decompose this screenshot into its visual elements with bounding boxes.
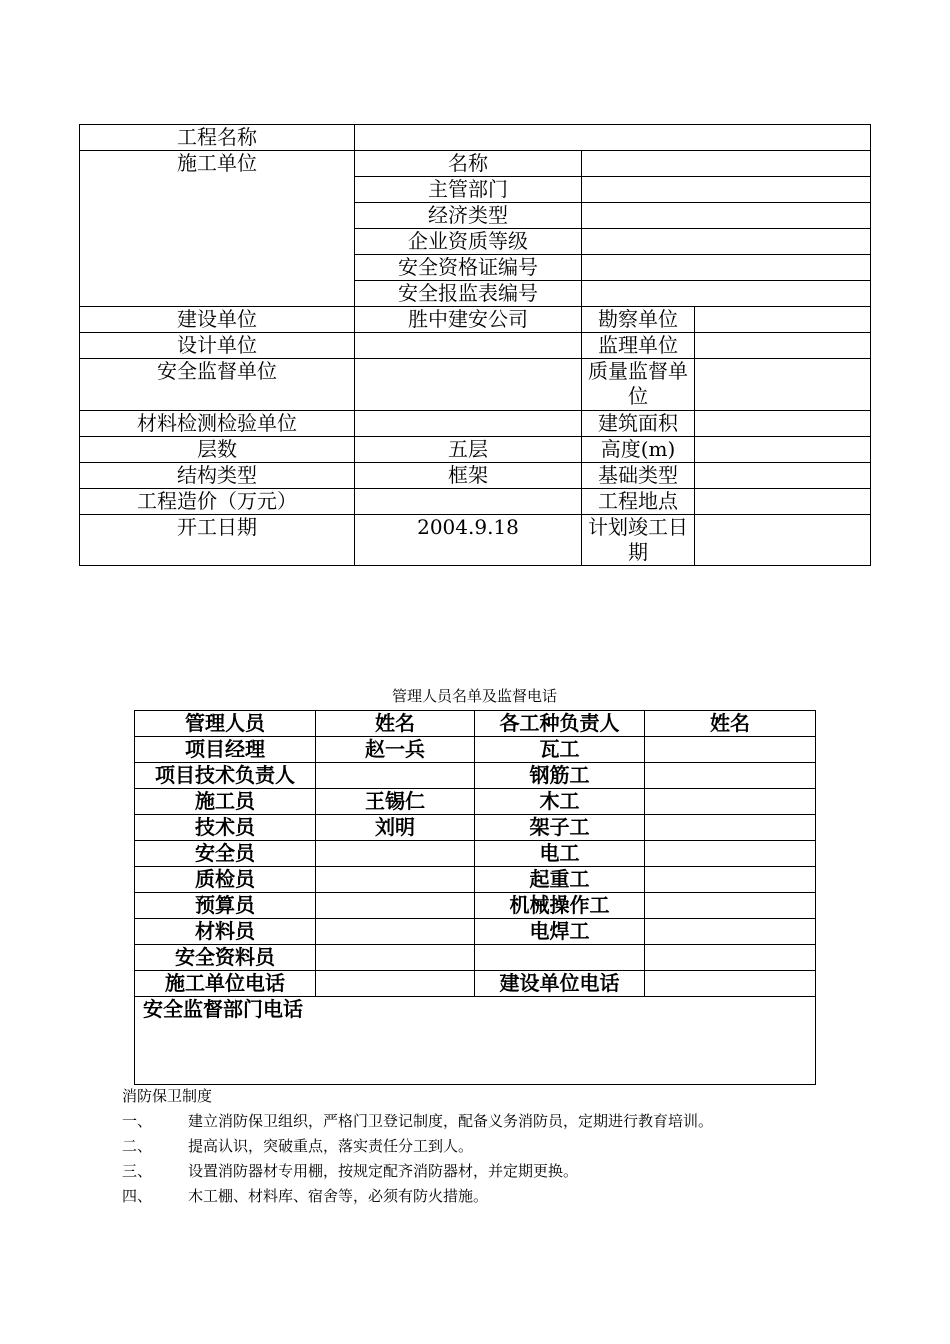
table-row	[135, 763, 816, 789]
row-value: 框架	[355, 463, 582, 489]
trade-name-cell	[645, 737, 816, 763]
name-cell	[316, 945, 475, 971]
rule-number: 二、	[122, 1137, 153, 1155]
staff-table	[134, 710, 816, 1085]
table-row	[135, 971, 816, 997]
table-row	[80, 489, 871, 515]
builder-phone-label: 施工单位电话	[135, 971, 316, 997]
trade-name-cell	[645, 763, 816, 789]
row-value: 2004.9.18	[355, 515, 582, 566]
rule-number: 四、	[122, 1187, 153, 1205]
row-label2: 勘察单位	[582, 307, 695, 333]
table-row	[80, 359, 871, 411]
table-header-row	[135, 711, 816, 737]
trade-name-cell	[645, 893, 816, 919]
builder-field-label: 名称	[355, 151, 582, 177]
table-row	[135, 867, 816, 893]
table-row	[80, 515, 871, 566]
table-row	[80, 151, 871, 177]
name-cell	[316, 867, 475, 893]
rule-text: 设置消防器材专用棚，按规定配齐消防器材，并定期更换。	[188, 1162, 579, 1180]
builder-field-value	[582, 255, 871, 281]
role-cell: 安全员	[135, 841, 316, 867]
row-value	[355, 411, 582, 437]
column-header: 各工种负责人	[475, 711, 645, 737]
table-row	[80, 411, 871, 437]
owner-phone-value	[645, 971, 816, 997]
row-label: 结构类型	[80, 463, 355, 489]
column-header: 姓名	[645, 711, 816, 737]
table-row	[80, 333, 871, 359]
trade-cell: 瓦工	[475, 737, 645, 763]
builder-field-value	[582, 177, 871, 203]
column-header: 管理人员	[135, 711, 316, 737]
table-row	[135, 919, 816, 945]
builder-field-label: 经济类型	[355, 203, 582, 229]
row-label2: 质量监督单位	[582, 359, 695, 411]
list-item	[122, 1159, 713, 1184]
row-value	[355, 333, 582, 359]
trade-name-cell	[645, 841, 816, 867]
project-name-value	[355, 125, 871, 151]
table-row	[80, 307, 871, 333]
builder-field-value	[582, 229, 871, 255]
name-cell	[316, 841, 475, 867]
row-value	[355, 359, 582, 411]
rule-text: 木工棚、材料库、宿舍等，必须有防火措施。	[188, 1187, 489, 1205]
trade-name-cell	[645, 789, 816, 815]
row-label2: 建筑面积	[582, 411, 695, 437]
project-info-table	[79, 124, 871, 566]
list-item	[122, 1109, 713, 1134]
row-value2	[695, 333, 871, 359]
table-row	[80, 125, 871, 151]
trade-cell: 钢筋工	[475, 763, 645, 789]
trade-cell: 起重工	[475, 867, 645, 893]
builder-field-label: 安全资格证编号	[355, 255, 582, 281]
role-cell: 项目技术负责人	[135, 763, 316, 789]
row-value: 五层	[355, 437, 582, 463]
supervision-phone-label: 安全监督部门电话	[135, 997, 816, 1085]
name-cell	[316, 763, 475, 789]
rule-text: 提高认识，突破重点，落实责任分工到人。	[188, 1137, 474, 1155]
row-value2	[695, 489, 871, 515]
table-row	[135, 997, 816, 1085]
role-cell: 施工员	[135, 789, 316, 815]
row-value2	[695, 359, 871, 411]
row-label2: 高度(m)	[582, 437, 695, 463]
row-label2: 工程地点	[582, 489, 695, 515]
table-row	[80, 437, 871, 463]
row-label: 建设单位	[80, 307, 355, 333]
row-label: 设计单位	[80, 333, 355, 359]
row-value2	[695, 463, 871, 489]
builder-field-value	[582, 151, 871, 177]
builder-field-label: 企业资质等级	[355, 229, 582, 255]
role-cell: 质检员	[135, 867, 316, 893]
project-name-label: 工程名称	[80, 125, 355, 151]
owner-phone-label: 建设单位电话	[475, 971, 645, 997]
builder-field-label: 主管部门	[355, 177, 582, 203]
rule-number: 三、	[122, 1162, 153, 1180]
trade-name-cell	[645, 867, 816, 893]
row-label2: 计划竣工日期	[582, 515, 695, 566]
section-title: 消防保卫制度	[122, 1087, 213, 1105]
builder-field-label: 安全报监表编号	[355, 281, 582, 307]
trade-cell: 机械操作工	[475, 893, 645, 919]
row-label2: 基础类型	[582, 463, 695, 489]
name-cell	[316, 919, 475, 945]
trade-cell: 电焊工	[475, 919, 645, 945]
row-label: 安全监督单位	[80, 359, 355, 411]
table-row	[135, 789, 816, 815]
column-header: 姓名	[316, 711, 475, 737]
rule-number: 一、	[122, 1112, 153, 1130]
table-row	[80, 463, 871, 489]
table-row	[135, 893, 816, 919]
row-label: 开工日期	[80, 515, 355, 566]
table-row	[135, 841, 816, 867]
role-cell: 项目经理	[135, 737, 316, 763]
trade-cell: 电工	[475, 841, 645, 867]
fire-security-rules	[122, 1084, 713, 1209]
row-value2	[695, 515, 871, 566]
role-cell: 技术员	[135, 815, 316, 841]
row-value2	[695, 411, 871, 437]
row-value2	[695, 437, 871, 463]
trade-cell	[475, 945, 645, 971]
row-label: 层数	[80, 437, 355, 463]
trade-name-cell	[645, 919, 816, 945]
table-row	[135, 945, 816, 971]
trade-name-cell	[645, 815, 816, 841]
builder-label: 施工单位	[80, 151, 355, 307]
role-cell: 材料员	[135, 919, 316, 945]
rule-text: 建立消防保卫组织，严格门卫登记制度，配备义务消防员，定期进行教育培训。	[188, 1112, 714, 1130]
name-cell: 赵一兵	[316, 737, 475, 763]
row-label2: 监理单位	[582, 333, 695, 359]
row-value: 胜中建安公司	[355, 307, 582, 333]
row-label: 工程造价（万元）	[80, 489, 355, 515]
name-cell: 刘明	[316, 815, 475, 841]
role-cell: 安全资料员	[135, 945, 316, 971]
role-cell: 预算员	[135, 893, 316, 919]
builder-field-value	[582, 281, 871, 307]
name-cell	[316, 893, 475, 919]
list-item	[122, 1134, 713, 1159]
row-label: 材料检测检验单位	[80, 411, 355, 437]
trade-cell: 木工	[475, 789, 645, 815]
table-row	[135, 815, 816, 841]
list-item	[122, 1184, 713, 1209]
row-value	[355, 489, 582, 515]
trade-name-cell	[645, 945, 816, 971]
name-cell: 王锡仁	[316, 789, 475, 815]
builder-field-value	[582, 203, 871, 229]
trade-cell: 架子工	[475, 815, 645, 841]
table-row	[135, 737, 816, 763]
row-value2	[695, 307, 871, 333]
staff-table-caption: 管理人员名单及监督电话	[391, 687, 557, 705]
builder-phone-value	[316, 971, 475, 997]
